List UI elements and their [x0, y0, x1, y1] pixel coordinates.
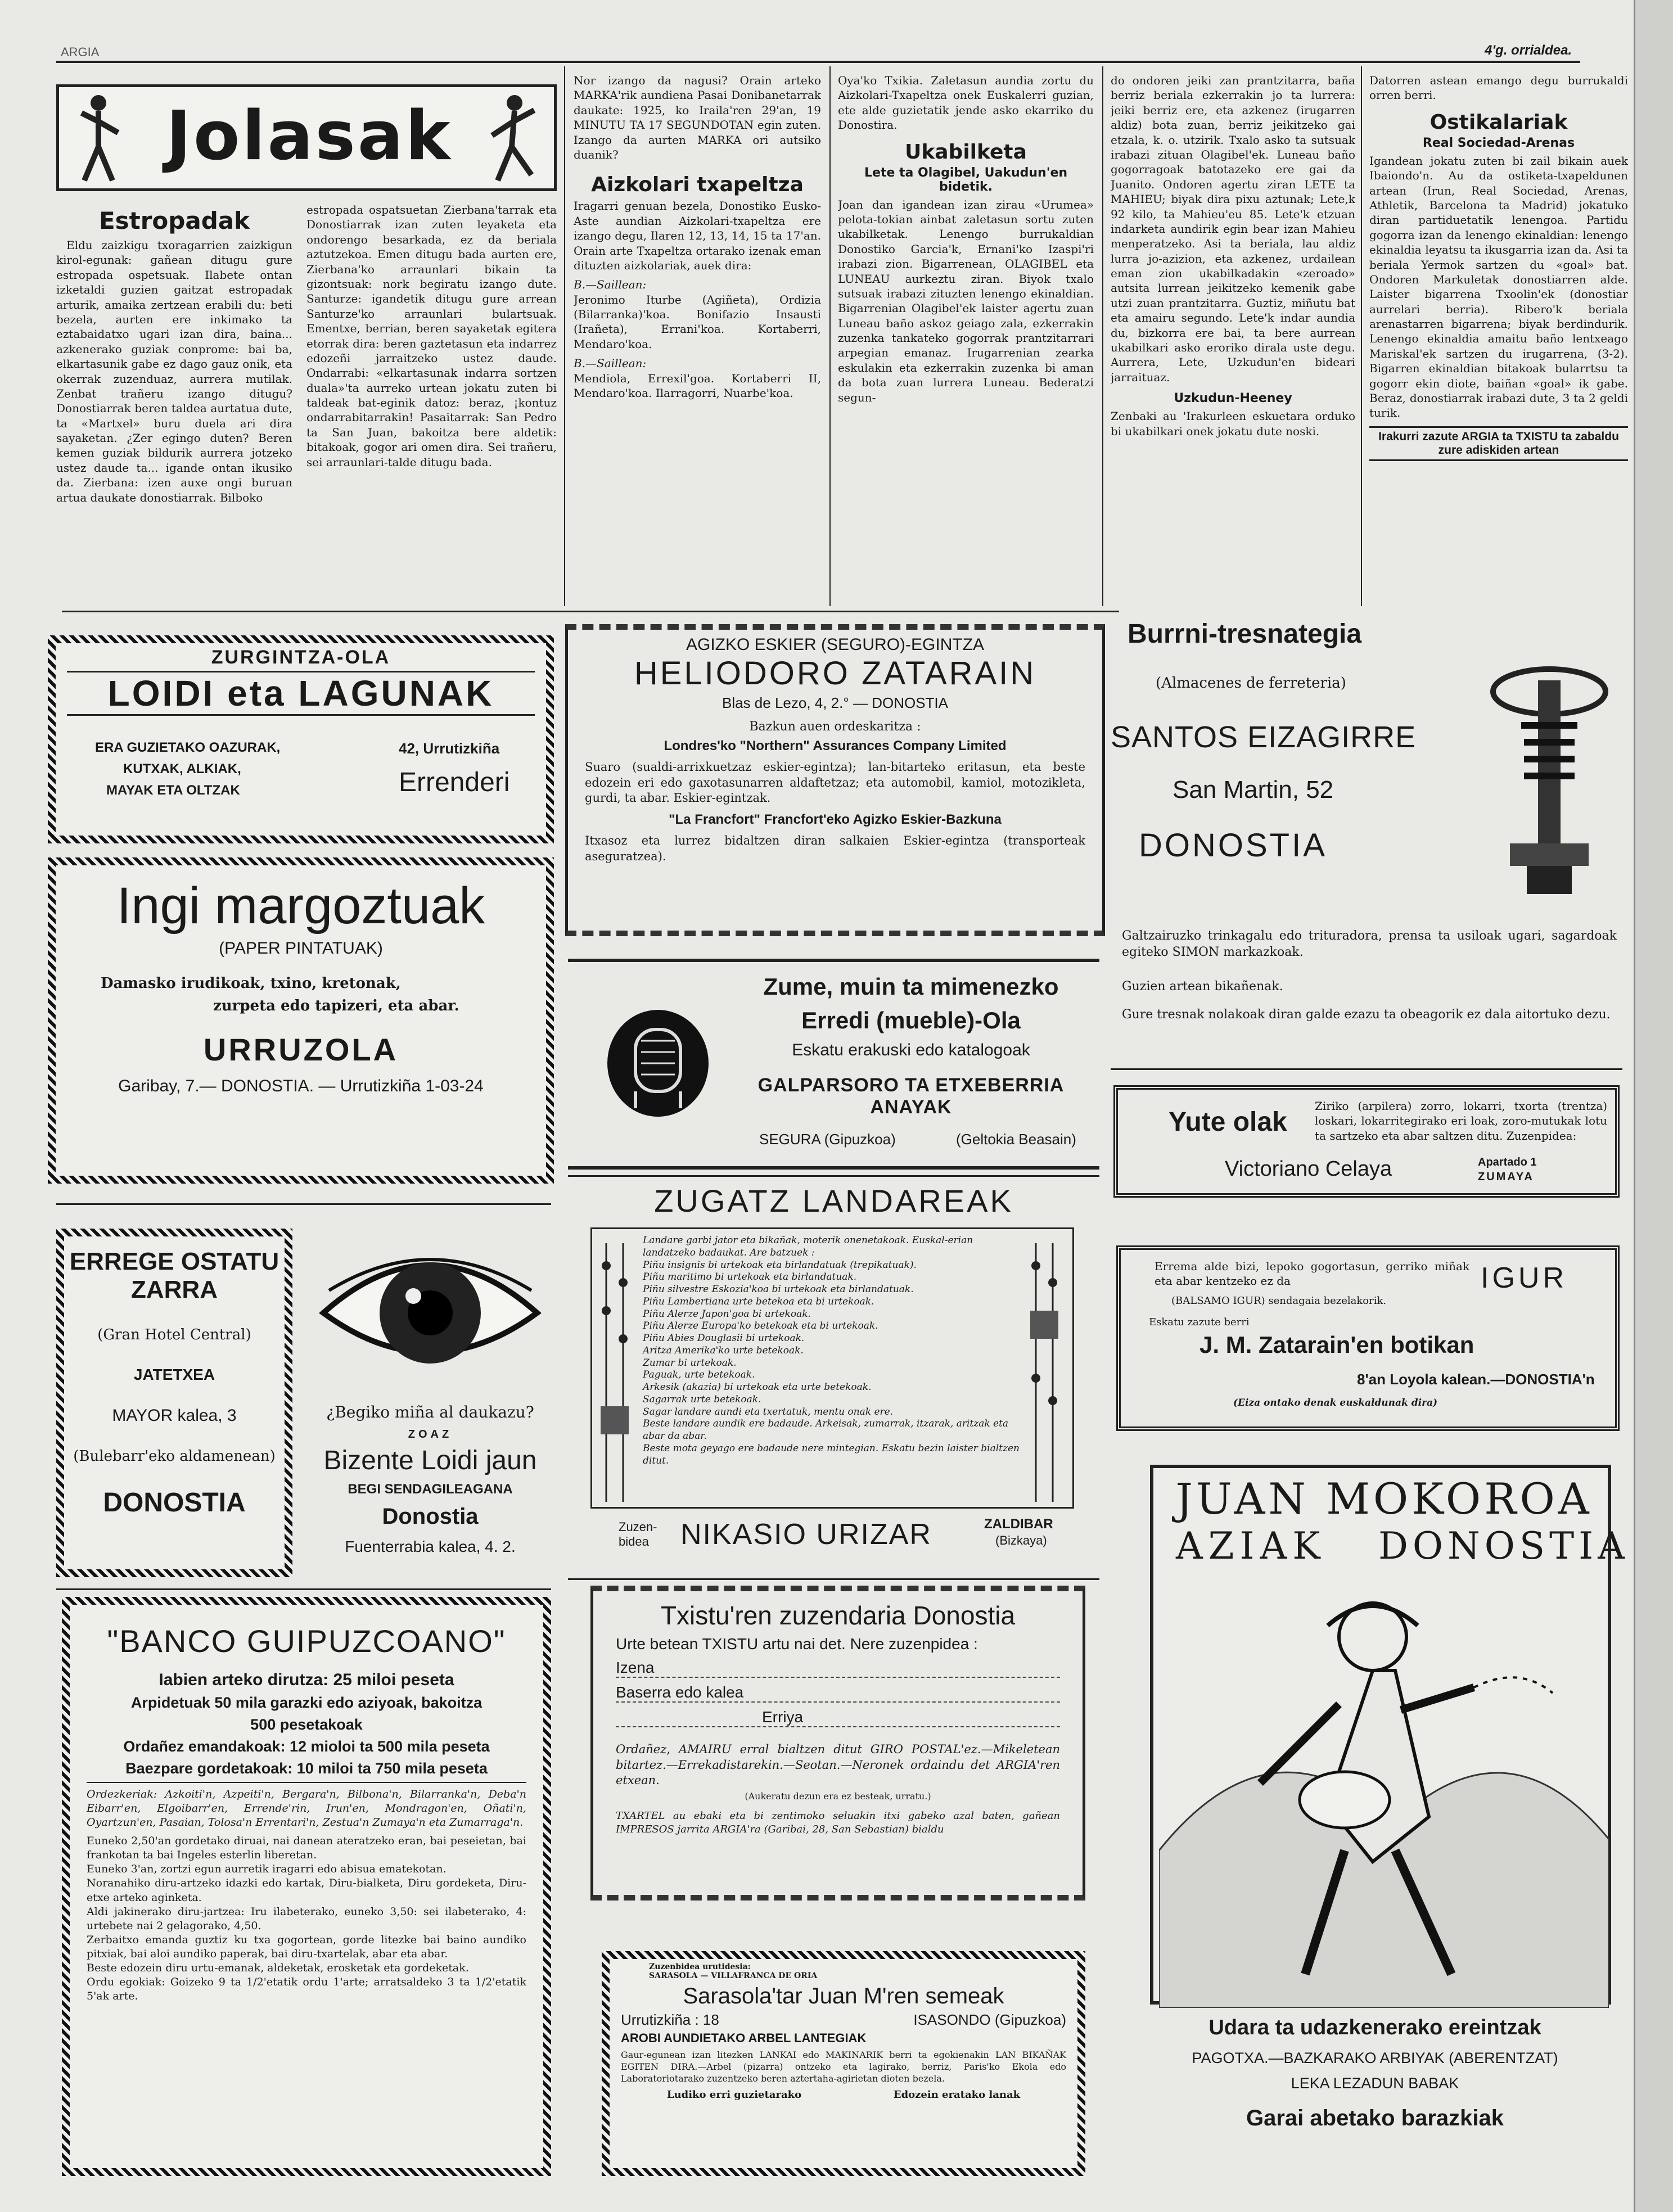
- ad-mokoroa-l3: DONOSTIA: [1378, 1524, 1629, 1568]
- ad-zugatz-line: Arkesik (akazia) bi urtekoak eta urte betekoak.: [643, 1382, 872, 1393]
- col-rule-3: [1102, 66, 1103, 606]
- ad-begi-sep: ZOAZ: [408, 1428, 453, 1441]
- col5-sub: Uzkudun-Heeney: [1174, 391, 1292, 406]
- ad-zatarain-l3: Londres'ko "Northern" Assurances Company Limited: [664, 738, 1007, 753]
- col5-text: do ondoren jeiki zan prantzitarra, baña berriz beriala ezkerrakin jo ta lurrera: jeiki berriz ere, eta azkenez (irugarren aldiz) bota zuan, berriz jeikitzeko gai etzala, k. o. utzirik. Txalo asko ta sutsuak irabazi zituan Olagibel'ek. Luneau baño gogorragoak batotazeko ere gai da Juanito. Ondoren agertu ziran LETE ta MAHIEU; biyak dira pixu aztunak; Lete,k 92 kilo, ta Mahieu'eu 85. Lete'k etzuan indarketa aundirik egin bear izan Mahieu menperatzeko. Asi ta beriala, lau aldiz lurra jo-azizion, eta azkenez, urdailean eman zion ukabilkadakin «zeroado» autsita lurrean jeikitzeko kemenik gabe utzi zuan prantzitarra. Guztiz, miñutu bat eta amairu segundo. Lete'k indar aundia du, bizkorra ere bai, ta bere aurrean ukabilkari asko eroriko dirala uste degu. Aurrera, Lete, Uzkudun'en bideari jarraituaz.: [1111, 74, 1355, 384]
- col3-text: Iragarri genuan bezela, Donostiko Eusko-Aste aundian Aizkolari-txapeltza ere izango degu, Ilaren 12, 13, 14, 15 ta 17'an. Orain arte Txapeltza ortarako izenak eman dituzten aizkolariak, auek dira:: [574, 199, 821, 272]
- ad-zatarain: [565, 624, 1105, 936]
- ad-zugatz-left2: bidea: [619, 1534, 649, 1549]
- ad-igur-name: IGUR: [1481, 1262, 1567, 1294]
- tree-decoration-right-icon: [1025, 1232, 1070, 1507]
- ad-loidi-l3: MAYAK ETA OLTZAK: [106, 783, 240, 798]
- ad-sarasola-name: Sarasola'tar Juan M'ren semeak: [683, 1984, 1004, 2008]
- ad-txistu-l3: (Aukeratu dezun era ez besteak, urratu.): [745, 1791, 931, 1802]
- ad-igur-note: (Eiza ontako denak euskaldunak dira): [1233, 1397, 1438, 1409]
- ad-loidi-l2: KUTXAK, ALKIAK,: [123, 761, 241, 777]
- ad-mimen: [568, 959, 1099, 1170]
- ad-txistu-f2: Baserra edo kalea: [616, 1683, 744, 1701]
- ad-zugatz-line: Aritza Amerika'ko urte betekoak.: [643, 1344, 804, 1356]
- ad-burni-l1: Galtzairuzko trinkagalu edo trituradora, prensa ta usiloak ugari, sagardoak egiteko SIMON markazkoak.: [1122, 929, 1617, 960]
- ad-begi-addr: Fuenterrabia kalea, 4. 2.: [345, 1538, 516, 1555]
- ad-txistu-field-town[interactable]: [616, 1708, 1060, 1727]
- ad-zugatz-name: NIKASIO URIZAR: [680, 1518, 932, 1551]
- ad-ingi-desc1: Damasko irudikoak, txino, kretonak,: [101, 975, 401, 992]
- ad-loidi-city: Errenderi: [399, 768, 510, 797]
- ad-yute: [1113, 1085, 1620, 1198]
- ad-sarasola-f2: Edozein eratako lanak: [893, 2089, 1021, 2101]
- ad-ingi-sub: (PAPER PINTATUAK): [219, 939, 383, 958]
- ad-zatarain-addr: Blas de Lezo, 4, 2.° — DONOSTIA: [722, 694, 948, 711]
- ad-banco: [62, 1597, 551, 2176]
- ad-ostatu-l1: JATETXEA: [133, 1366, 215, 1383]
- ad-banco-l13: Ordu egokiak: Goizeko 9 ta 1/2'etatik ordu 1'arte; arratsaldeko 3 ta 1/2'etatik 5'ak arte.: [87, 1976, 526, 2003]
- ad-loidi-name: LOIDI eta LAGUNAK: [67, 671, 535, 716]
- article-title-ukabilketa: Ukabilketa: [905, 140, 1027, 164]
- ad-mimen-name: GALPARSORO TA ETXEBERRIA ANAYAK: [757, 1075, 1065, 1118]
- col5-article: [1111, 73, 1355, 607]
- ad-zatarain-l4: Suaro (sualdi-arrixkuetzaz eskier-egintza); lan-bitarteko eritasun, eta beste edozein eri edo gaxotasunarren aldaftetzaz; eta automobil, kamiol, motozikleta, gurdi, ta abar. Eskier-egintzak.: [585, 760, 1085, 805]
- ad-mimen-sub: Eskatu erakuski edo katalogoak: [792, 1041, 1030, 1059]
- ad-igur-addr: 8'an Loyola kalean.—DONOSTIA'n: [1357, 1371, 1595, 1388]
- ad-mokoroa-t2: PAGOTXA.—BAZKARAKO ARBIYAK (ABERENTZAT): [1192, 2050, 1558, 2066]
- ad-banco-l10: Aldi jakinerako diru-jartzea: Iru ilabeterako, euneko 3,50: sei ilabeterako, 4: urtebete nai 2 gelagorako, 4,50.: [87, 1905, 526, 1932]
- ad-banco-l6: Ordezkeriak: Azkoiti'n, Azpeiti'n, Bergara'n, Bilbona'n, Bilarranka'n, Deba'n Eibarr'en, Elgoibarr'en, Errende'rin, Irun'en, Mondragon'en, Oñati'n, Oyartzun'en, Pasaian, Tolosa'n Errentari'n, Zestua'n Zumaya'n eta Zumarraga'n.: [87, 1788, 526, 1829]
- ad-banco-l8: Euneko 3'an, zortzi egun aurretik iragarri edo abisua ematekotan.: [87, 1863, 447, 1876]
- ad-mokoroa-t3: LEKA LEZADUN BABAK: [1291, 2075, 1459, 2092]
- divider-ads-2: [56, 1588, 551, 1590]
- ad-burni-l2: Guzien artean bikañenak.: [1122, 979, 1283, 994]
- ad-banco-l5: Baezpare gordetakoak: 10 miloi ta 750 mila peseta: [87, 1760, 526, 1783]
- col6-text: Igandean jokatu zuten bi zail bikain auek Ibaiondo'n. Au da ostiketa-txapeldunen artean (Irun, Real Sociedad, Arenas, Athletik, Barcelona ta Madrid) jokatuko diran partiduetatik lenengoa. Partidu gogorra izan da lenengo ekinaldian: lenengo ekinaldia leyatsu ta ikusgarria izan da. Asi ta beriala Yermok sartzen du «goal» bat. Ondoren Markuletak donostiarren alde. Laister bigarrena Txoolin'ek (donostiar aurrelari berria). Ribero'k beriala arenastarren bigarrena; biyak berdindurik. Lenengo ekinaldia amaitu baño lentxeago Mariskal'ek sartzen du irugarrena, (3-2). Bigarren ekinaldian bitakoak bularrtsu ta gogorr ekin diote, baiñan «goal» ik gabe. Beraz, donostiarrak irabazi dute, 3 ta 2 geldi turik.: [1369, 154, 1628, 420]
- ad-loidi-l1: ERA GUZIETAKO OAZURAK,: [95, 740, 281, 755]
- ad-banco-l3: 500 pesetakoak: [250, 1716, 363, 1733]
- header-rule: [56, 61, 1580, 63]
- article-title-estropadak: Estropadak: [98, 207, 250, 234]
- ad-ingi-title: Ingi margoztuak: [116, 877, 485, 935]
- ad-begi-sub: BEGI SENDAGILEAGANA: [348, 1482, 513, 1497]
- ad-zugatz-line: Piñu maritimo bi urtekoak eta birlandatuak.: [643, 1271, 857, 1283]
- ad-burni-tag: [1111, 905, 1622, 921]
- ad-burni-city: DONOSTIA: [1139, 827, 1327, 864]
- ad-sarasola: [602, 1951, 1085, 2176]
- col3-s1: B.—Saillean:: [574, 278, 647, 292]
- ad-loidi-addr: 42, Urrutizkiña: [399, 740, 500, 757]
- ad-zugatz-left1: Zuzen-: [619, 1520, 657, 1534]
- ad-burni-title: Burrni-tresnategia: [1128, 619, 1362, 649]
- ad-begi-name: Bizente Loidi jaun: [323, 1446, 537, 1475]
- ad-begi-city: Donostia: [382, 1504, 479, 1529]
- ad-zugatz-line: Landare garbi jator eta bikañak, moterik onenetakoak. Euskal-erian landatzeko badaukat. Are batzuek :: [643, 1235, 973, 1258]
- ad-mimen-title: Zume, muin ta mimenezko: [763, 973, 1059, 1000]
- ad-burni-addr: San Martin, 52: [1173, 776, 1334, 803]
- ad-mokoroa-t4: Garai abetako barazkiak: [1246, 2106, 1504, 2130]
- ad-zugatz-frame: [590, 1227, 1074, 1509]
- ad-begi-q: ¿Begiko miña al daukazu?: [326, 1403, 534, 1421]
- ad-ostatu: [56, 1229, 292, 1577]
- ad-sarasola-f1: Ludiko erri guzietarako: [666, 2089, 802, 2101]
- col5-text2: Zenbaki au 'Irakurleen eskuetara orduko bi ukabilkari onek jokatu dute noski.: [1111, 409, 1355, 438]
- ad-zugatz: [568, 1175, 1099, 1580]
- ad-mokoroa-t1: Udara ta udazkenerako ereintzak: [1208, 2016, 1541, 2039]
- ad-txistu-title: Txistu'ren zuzendaria Donostia: [660, 1601, 1016, 1630]
- ad-txistu-l2: Ordañez, AMAIRU erral bialtzen ditut GIRO POSTAL'ez.—Mikeletean bitartez.—Errekadistarekin.—Seotan.—Neronek ordaindu det ARGIA'ren etxean.: [616, 1742, 1060, 1787]
- ad-yute-text: Ziriko (arpilera) zorro, lokarri, txorta (trentza) loskari, lokarritegirako eri loak, zoro-mutukak lotu ta sartzeko eta abar saltzen ditu. Zuzenpidea:: [1315, 1099, 1607, 1143]
- ad-txistu: [590, 1586, 1085, 1900]
- ad-igur-l2: (BALSAMO IGUR) sendagaia bezelakorik.: [1171, 1295, 1387, 1307]
- ad-burni: [1111, 613, 1622, 1057]
- ad-banco-l11: Zerbaitxo emanda guztiz ku txa gogortean, gorde litezke bai baino aundiko pitxiak, bai aloi aundiko paperak, bai diru-txartelak, abar eta abar.: [87, 1933, 526, 1960]
- col6-text-top: Datorren astean emango degu burrukaldi orren berri.: [1369, 74, 1628, 102]
- ad-sarasola-top2: SARASOLA — VILLAFRANCA DE ORIA: [649, 1971, 818, 1980]
- ad-txistu-field-street[interactable]: [616, 1683, 1060, 1703]
- ad-mokoroa-l2: AZIAK: [1176, 1524, 1326, 1568]
- ad-zugatz-line: Zumar bi urtekoak.: [643, 1357, 737, 1369]
- col-rule-4: [1361, 66, 1362, 606]
- col-rule-1: [564, 66, 565, 606]
- ad-zugatz-line: Beste mota geyago ere badaude nere mintegian. Eskatu bezin laister bialtzen ditut.: [643, 1442, 1020, 1466]
- ad-ingi-addr: Garibay, 7.— DONOSTIA. — Urrutizkiña 1-03-24: [118, 1077, 484, 1095]
- col6-article: [1369, 73, 1628, 607]
- ad-burni-sub: (Almacenes de ferreteria): [1156, 675, 1346, 692]
- rower-left-icon: [70, 91, 127, 186]
- col6-sub: Real Sociedad-Arenas: [1422, 136, 1575, 150]
- ad-banco-l2: Arpidetuak 50 mila garazki edo aziyoak, bakoitza: [130, 1694, 482, 1711]
- col4-text-top: Oya'ko Txikia. Zaletasun aundia zortu du Aizkolari-Txapeltza onek Euskalerri guzian, ete alde guzietatik jende asko ekarriko du Donostira.: [838, 74, 1094, 132]
- ad-igur-shop: J. M. Zatarain'en botikan: [1199, 1331, 1474, 1358]
- ad-zugatz-line: Sagar landare aundi eta txertatuk, mentu onak ere.: [643, 1406, 894, 1418]
- ad-txistu-l4: TXARTEL au ebaki eta bi zentimoko seluakin itxi gabeko azal baten, gañean IMPRESOS jarrita ARGIA'ra (Garibai, 28, San Sebastian) bialdu: [616, 1810, 1060, 1835]
- article-title-aizkolari: Aizkolari txapeltza: [591, 173, 804, 197]
- rower-right-icon: [481, 91, 543, 186]
- divider-ads-3: [1111, 1068, 1622, 1070]
- ad-mokoroa-frame: [1150, 1465, 1629, 2005]
- ad-zugatz-line: Paguak, urte betekoak.: [643, 1369, 755, 1381]
- ad-burni-name: SANTOS EIZAGIRRE: [1111, 720, 1417, 754]
- ad-sarasola-l1: AROBI AUNDIETAKO ARBEL LANTEGIAK: [621, 2031, 867, 2045]
- ad-yute-addr2: ZUMAYA: [1478, 1171, 1534, 1183]
- ad-yute-title: Yute olak: [1169, 1107, 1287, 1137]
- ad-banco-l7: Euneko 2,50'an gordetako diruai, nai danean ateratzeko eran, bai peseietan, bai frankotan ta bai Ingeles esterlin liberetan.: [87, 1835, 526, 1862]
- ad-mokoroa: [1128, 1442, 1629, 2176]
- ad-sarasola-l2: Gaur-egunean izan litezken LANKAI edo MAKINARIK berri ta egokienakin LAN BIKAÑAK EGITEN DIRA.—Arbel (pizarra) ontzeko eta lagirako, berriz, Paris'ko Ekola edo Laboratoriotarako zuzentzeko beren aztertaha-agirietan dioten bezela.: [621, 2050, 1066, 2084]
- press-machine-icon: [1471, 647, 1617, 900]
- top-section-bottom-rule: [62, 611, 1119, 612]
- ad-zugatz-line: Piñu insignis bi urtekoak eta birlandatuak (trepikatuak).: [643, 1259, 917, 1271]
- ad-mokoroa-l1: JUAN MOKOROA: [1175, 1474, 1593, 1524]
- ad-zugatz-line: Beste landare aundik ere badaude. Arkeisak, zumarrak, itzarak, aritzak eta abar da abar.: [643, 1418, 1009, 1442]
- ad-zatarain-name: HELIODORO ZATARAIN: [634, 655, 1036, 692]
- ad-banco-l12: Beste edozein diru urtu-emanak, aldeketak, erosketak eta gordeketak.: [87, 1961, 469, 1974]
- ad-ostatu-sub: (Gran Hotel Central): [97, 1326, 251, 1343]
- ad-txistu-f1: Izena: [616, 1659, 655, 1676]
- ad-banco-l1: Iabien arteko dirutza: 25 miloi peseta: [159, 1671, 454, 1689]
- ad-loidi: [48, 635, 554, 843]
- col2-text: estropada ospatsuetan Zierbana'tarrak eta Donostiarrak izan zuten leyaketa eta ondorengo besarkada, ez da beriala aztutzekoa. Emen ditugu bada aurten ere, Zierbana'ko arraunlari bikain ta gizontsuak: nork begiratu izango dute. Santurze: igandetik ditugu gure arrean Santurze'ko arraunlari bulartsuak. Ementxe, berrian, beren sayaketak egitera etorrak dira: beren gaztetasun eta indarrez edozeñi jarraitzeko ustez daude. Ondarrabi: «elkartasunak indarra sortzen duala»'ta aurreko urtean jokatu zuten bi taldeak bat-eginik datoz: beraz, ¡kontuz ondarrabitarrakin! Pasaitarrak: San Pedro ta San Juan, bakoitza bere aldetik: bitakoak, gogor ari omen dira. Sei trañeru, sei arraunlari-talde ditugu bada.: [306, 203, 557, 469]
- jolasak-logo-box: [56, 84, 557, 191]
- ad-zatarain-l6: Itxasoz eta lurrez bidaltzen diran salkaien Eskier-egintza (transporteak aseguratzea).: [585, 834, 1085, 863]
- ad-sarasola-place: ISASONDO (Gipuzkoa): [913, 2011, 1066, 2028]
- ad-banco-title: "BANCO GUIPUZCOANO": [107, 1623, 506, 1659]
- col-rule-2: [829, 66, 831, 606]
- ad-zugatz-line: Piñu Alerze Europa'ko betekoak eta bi urtekoak.: [643, 1320, 878, 1332]
- col1-text: Eldu zaizkigu txoragarrien zaizkigun kirol-egunak: gañean ditugu gure estropada ospetsuak. Ilabete ontan izketaldi guzien gaitzat estropadak arturik, amaika zertzean erabili du: beti bezela, aurten ere inkimako ta eztabaidatxo ugari izan dira, baina... azkenerako guziak conprome: bai ba, elkartasunik gabe ez dago gauz onik, eta okerrak zuzenduaz, aurrera mutilak. Zenbat trañeru izango ditugu? Donostiarrak beren taldea aurtatua dute, ta «Martxel» buru duela ari dira sayaketan. ¿Zer egingo duten? Beren kemen guziak bildurik aurrera jotzeko ustez daude ta... igande ontan ikusiko da. Zierbana: izen auxe ongi buruan artua daukate donostiarrak. Bilboko: [56, 238, 292, 504]
- ad-igur-l3: Eskatu zazute berri: [1149, 1316, 1250, 1328]
- col4-article: [838, 73, 1094, 607]
- ad-mimen-title2: Erredi (mueble)-Ola: [801, 1007, 1021, 1033]
- col3-s2-text: Mendiola, Errexil'goa. Kortaberri II, Mendaro'koa. Ilarragorri, Nuarbe'koa.: [574, 371, 821, 400]
- ad-ostatu-city: DONOSTIA: [103, 1488, 246, 1518]
- ad-sarasola-top: Zuzenbidea urutidesia:: [649, 1962, 751, 1971]
- tree-decoration-left-icon: [595, 1232, 634, 1507]
- sower-figure-icon: [1159, 1569, 1609, 2008]
- ad-yute-addr1: Apartado 1: [1478, 1156, 1537, 1168]
- ad-zugatz-title: ZUGATZ LANDAREAK: [654, 1183, 1013, 1218]
- ad-sarasola-footer: [621, 2089, 1066, 2101]
- ad-sarasola-row: [621, 2011, 1066, 2029]
- ad-zatarain-l2: Bazkun auen ordeskaritza :: [749, 720, 921, 734]
- col3-s1-text: Jeronimo Iturbe (Agiñeta), Ordizia (Bilarranka)'koa. Bonifazio Insausti (Irañeta), Errani'koa. Kortaberri, Mendaro'koa.: [574, 292, 821, 351]
- ad-zugatz-line: Sagarrak urte betekoak.: [643, 1393, 761, 1405]
- ad-zugatz-list: [643, 1235, 1025, 1467]
- ad-zugatz-place1: ZALDIBAR: [984, 1516, 1053, 1532]
- ad-ostatu-l2: MAYOR kalea, 3: [112, 1406, 237, 1425]
- ad-zugatz-line: Piñu Alerze Japon'goa bi urtekoak.: [643, 1308, 811, 1320]
- ad-zugatz-line: Piñu silvestre Eskozia'koa bi urtekoak eta birlandatuak.: [643, 1284, 914, 1295]
- col3-s2: B.—Saillean:: [574, 356, 647, 371]
- header-right: 4'g. orrialdea.: [1485, 43, 1572, 58]
- ad-ingi-name: URRUZOLA: [203, 1032, 399, 1067]
- ad-zugatz-place2: (Bizkaya): [995, 1533, 1047, 1547]
- ad-sarasola-phone: Urrutizkiña : 18: [621, 2011, 719, 2028]
- col3-article: [574, 73, 821, 607]
- header-left: ARGIA: [61, 45, 100, 59]
- ad-txistu-f3: Erriya: [762, 1708, 804, 1726]
- ad-banco-l4: Ordañez emandakoak: 12 mioloi ta 500 mila peseta: [123, 1738, 490, 1755]
- ad-ostatu-l3: (Bulebarr'eko aldamenean): [73, 1448, 276, 1465]
- ad-ingi-desc2: zurpeta edo tapizeri, eta abar.: [213, 997, 459, 1014]
- ad-txistu-field-name[interactable]: [616, 1659, 1060, 1678]
- col2-article: [306, 202, 557, 607]
- eye-icon: [312, 1229, 548, 1397]
- ad-mimen-addr2: (Geltokia Beasain): [956, 1131, 1076, 1148]
- col4-text: Joan dan igandean izan zirau «Urumea» pelota-tokian ainbat zaletasun sortu zuten ukabilketak. Lenengo burrukaldian Donostiko Garcia'k, Ernani'ko Izaspi'ri irabazi zion. Bigarrenean, OLAGIBEL eta LUNEAU aurkeztu ziran. Biyok txalo sutsuak irabazi zituzten lenengo ekinaldian. Bigarrenian Olagibel'ek laister agertu zuan Luneau baño askoz geiago zala, ezkerrakin zuzenka tankateko gogorrak prantzitarrari arpegian emanaz. Irugarrenian zearka eskulakin eta ezkerrakin zuzenka bi aman da bota zuan lurrera Luneau. Bederatzi segun-: [838, 197, 1094, 404]
- col1-article: [56, 202, 292, 607]
- ad-burni-l3: Gure tresnak nolakoak diran galde ezazu ta obeagorik ez dala aitortuko dezu.: [1122, 1008, 1611, 1022]
- divider-ads-1: [56, 1203, 551, 1205]
- ad-igur: [1116, 1245, 1620, 1431]
- ad-begi: [306, 1229, 554, 1577]
- right-page-edge: [1634, 0, 1673, 2212]
- ad-ingi: [48, 857, 554, 1184]
- article-title-ostikalariak: Ostikalariak: [1430, 110, 1568, 134]
- ad-zugatz-line: Piñu Abies Douglasii bi urtekoak.: [643, 1333, 805, 1344]
- ad-ostatu-title: ERREGE OSTATU ZARRA: [69, 1248, 279, 1303]
- ad-zatarain-l5: "La Francfort" Francfort'eko Agizko Eskier-Bazkuna: [669, 812, 1002, 828]
- ad-igur-l1: Errema alde bizi, lepoko gogortasun, gerriko miñak eta abar kentzeko ez da: [1155, 1260, 1469, 1288]
- ad-zatarain-l1: AGIZKO ESKIER (SEGURO)-EGINTZA: [686, 635, 985, 654]
- jolasak-logo: Jolasak: [166, 97, 453, 175]
- ad-zugatz-line: Piñu Lambertiana urte betekoa eta bi urtekoak.: [643, 1295, 874, 1307]
- chair-icon: [602, 1007, 714, 1119]
- ad-txistu-l1: Urte betean TXISTU artu nai det. Nere zuzenpidea :: [616, 1635, 978, 1653]
- ad-mimen-addr1: SEGURA (Gipuzkoa): [759, 1131, 896, 1148]
- ad-yute-name: Victoriano Celaya: [1225, 1157, 1392, 1181]
- col3-text-top: Nor izango da nagusi? Orain arteko MARKA'rik aundiena Pasai Donibanetarrak daukate: 1925, ko Iraila'ren 29'an, 19 MINUTU TA 17 SEGUNDOTAN egin zuten. Izango da aurten MARKA ori autsiko duanik?: [574, 74, 821, 161]
- ad-banco-l9: Noranahiko diru-artzeko idazki edo kartak, Diru-bialketa, Diru gordeketa, Diru-etxe arteko aginketa.: [87, 1877, 526, 1904]
- ad-loidi-line1: ZURGINTZA-OLA: [211, 647, 391, 668]
- col4-sub: Lete ta Olagibel, Uakudun'en bidetik.: [864, 165, 1068, 194]
- col6-box: Irakurri zazute ARGIA ta TXISTU ta zabaldu zure adiskiden artean: [1369, 426, 1628, 461]
